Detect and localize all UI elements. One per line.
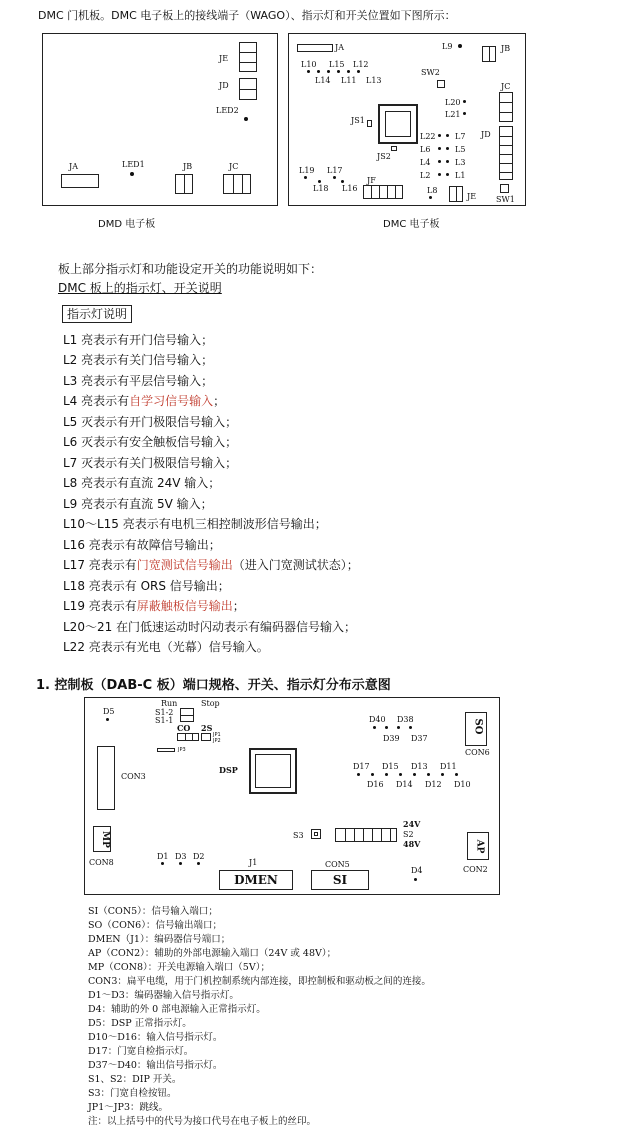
led-line-4: L4 亮表示有自学习信号输入； (63, 394, 226, 408)
dmd-jb-connector (175, 174, 193, 194)
dmd-ja-label: JA (69, 162, 78, 171)
dab-d2 (197, 862, 200, 865)
dab-s1-2-label: S1-2 (155, 708, 174, 717)
dmc-ja-connector (297, 44, 333, 52)
dmc-js2-jumper (391, 146, 397, 151)
dmd-led2 (244, 117, 248, 121)
dab-led-out-1 (373, 726, 376, 729)
dmc-l5-label: L5 (455, 145, 466, 154)
led-line-7: L7 灭表示有关门极限信号输入； (63, 456, 238, 470)
dmd-led2-label: LED2 (216, 106, 239, 115)
dmd-caption: DMD 电子板 (98, 219, 156, 230)
dmc-l16 (341, 180, 344, 183)
dmc-l7 (446, 134, 449, 137)
note-line: D1～D3：编码器输入信号指示灯。 (88, 990, 239, 1001)
dmd-led1-label: LED1 (122, 160, 145, 169)
dab-d16-label: D16 (367, 780, 384, 789)
dab-dip-switch (177, 733, 199, 741)
dab-stop-label: Stop (201, 699, 220, 708)
dab-led-in-2 (371, 773, 374, 776)
led-line-2: L2 亮表示有关门信号输入； (63, 353, 214, 367)
dab-con8-connector (93, 826, 111, 852)
dab-s1-1-label: S1-1 (155, 716, 174, 725)
dab-d1 (161, 862, 164, 865)
dmd-je-connector (239, 42, 257, 72)
dab-j1-connector: DMEN (219, 870, 293, 890)
dab-con6-label: CON6 (465, 748, 490, 757)
dab-led-in-8 (455, 773, 458, 776)
dab-d14-label: D14 (396, 780, 413, 789)
dmc-led-row-top-4 (337, 70, 340, 73)
note-line: D5：DSP 正常指示灯。 (88, 1018, 192, 1029)
dmc-l19-label: L19 (299, 166, 315, 175)
dab-jp1-label: JP1 (213, 732, 221, 738)
dab-dsp-label: DSP (219, 765, 238, 775)
dab-led-in-6 (427, 773, 430, 776)
note-line: S1、S2：DIP 开关。 (88, 1074, 182, 1085)
dab-mp-label: MP (99, 831, 110, 848)
dmc-l9 (458, 44, 462, 48)
dmd-jc-label: JC (229, 162, 239, 171)
dmd-jd-connector (239, 78, 257, 100)
dab-con5-label: CON5 (325, 860, 350, 869)
note-line: MP（CON8）：开关电源输入端口（5V）； (88, 962, 270, 973)
dab-led-in-1 (357, 773, 360, 776)
section-title: 1. 控制板（DAB-C 板）端口规格、开关、指示灯分布示意图 (36, 678, 391, 693)
dab-d39-label: D39 (383, 734, 400, 743)
dab-jumpers (201, 733, 211, 741)
dmc-l6-label: L6 (420, 145, 431, 154)
dmc-caption: DMC 电子板 (383, 219, 440, 230)
dab-con3-label: CON3 (121, 772, 146, 781)
dmc-led-row-top-1 (307, 70, 310, 73)
dmc-l11-label: L11 (341, 76, 357, 85)
dab-d12-label: D12 (425, 780, 442, 789)
dmc-jd-label: JD (481, 130, 491, 139)
dab-led-in-5 (413, 773, 416, 776)
led-line-5: L5 灭表示有开门极限信号输入； (63, 415, 238, 429)
dmc-jd-connector (499, 126, 513, 180)
note-line: AP（CON2）：辅助的外部电源输入端口（24V 或 48V）； (88, 948, 337, 959)
dmc-l18 (318, 180, 321, 183)
dab-24v-label: 24V (403, 819, 421, 829)
dab-s3-label: S3 (293, 831, 304, 840)
note-line: D4：辅助的外 0 部电源输入正常指示灯。 (88, 1004, 266, 1015)
dmc-l1-label: L1 (455, 171, 466, 180)
dab-jp3-label: JP3 (178, 747, 186, 753)
dab-jp2-label: JP2 (213, 738, 221, 744)
dab-led-out-2 (385, 726, 388, 729)
dmc-l22 (438, 134, 441, 137)
dmc-l13-label: L13 (366, 76, 382, 85)
note-line: SO（CON6）：信号输出端口； (88, 920, 222, 931)
dmc-jb-label: JB (501, 44, 511, 53)
dab-con2-connector (467, 832, 489, 860)
dmc-led-row-top-6 (357, 70, 360, 73)
dmc-l18-label: L18 (313, 184, 329, 193)
dmc-l9-label: L9 (442, 42, 453, 51)
note-line: CON3：扁平电缆，用于门机控制系统内部连接，即控制板和驱动板之间的连接。 (88, 976, 431, 987)
dab-d2-label: D2 (193, 852, 205, 861)
dmc-js2-label: JS2 (377, 152, 391, 161)
dmc-l8-label: L8 (427, 186, 438, 195)
dab-led-in-3 (385, 773, 388, 776)
dmc-l3 (446, 160, 449, 163)
dmc-jc-label: JC (501, 82, 511, 91)
led-line-16: L22 亮表示有光电（光幕）信号输入。 (63, 640, 269, 654)
dab-2s-label: 2S (201, 723, 213, 733)
dmc-l7-label: L7 (455, 132, 466, 141)
note-line: D10～D16：输入信号指示灯。 (88, 1032, 223, 1043)
led-line-14: L19 亮表示有屏蔽触板信号输出； (63, 599, 245, 613)
dmc-board-diagram (288, 33, 526, 206)
dab-d4-label: D4 (411, 866, 423, 875)
dab-d17-label: D17 (353, 762, 370, 771)
led-line-12: L17 亮表示有门宽测试信号输出（进入门宽测试状态）； (63, 558, 359, 572)
dab-run-label: Run (161, 699, 178, 708)
dab-con2-label: CON2 (463, 865, 488, 874)
dab-dsp-chip (249, 748, 297, 794)
dmd-ja-connector (61, 174, 99, 188)
dab-j1-label: J1 (249, 858, 258, 867)
dmd-jb-label: JB (183, 162, 193, 171)
dab-d15-label: D15 (382, 762, 399, 771)
dab-s2-label: S2 (403, 830, 414, 839)
dab-ap-label: AP (474, 839, 485, 854)
dmc-sw1-label: SW1 (496, 195, 515, 204)
dab-s3-button (311, 829, 321, 839)
dab-48v-label: 48V (403, 839, 421, 849)
dmd-jd-label: JD (219, 81, 229, 90)
note-line: S3：门宽自检按钮。 (88, 1088, 177, 1099)
dab-so-label: SO (472, 718, 484, 735)
dmd-led1 (130, 172, 134, 176)
dmc-l10-label: L10 (301, 60, 317, 69)
dmc-l12-label: L12 (353, 60, 369, 69)
dab-led-out-4 (409, 726, 412, 729)
dmc-sw2-switch (437, 80, 445, 88)
dmc-l14-label: L14 (315, 76, 331, 85)
dmc-led-row-top-2 (317, 70, 320, 73)
led-section-title: 指示灯说明 (62, 305, 132, 323)
dmc-jf-connector (363, 185, 403, 199)
led-line-9: L9 亮表示有直流 5V 输入； (63, 497, 213, 511)
dmc-ja-label: JA (335, 43, 344, 52)
dmc-l15-label: L15 (329, 60, 345, 69)
dab-led-out-3 (397, 726, 400, 729)
desc-intro: 板上部分指示灯和功能设定开关的功能说明如下： (58, 262, 323, 276)
dmc-l19 (304, 176, 307, 179)
dmd-je-label: JE (219, 54, 229, 63)
dab-d5 (106, 718, 109, 721)
dmc-l4 (438, 160, 441, 163)
dmc-l22-label: L22 (420, 132, 436, 141)
led-line-11: L16 亮表示有故障信号输出； (63, 538, 221, 552)
dmc-l20 (463, 100, 466, 103)
note-line: JP1～JP3：跳线。 (88, 1102, 168, 1113)
dmc-jc-connector (499, 92, 513, 122)
intro-text: DMC 门机板。DMC 电子板上的接线端子（WAGO）、指示灯和开关位置如下图所示： (38, 9, 456, 22)
dmc-jf-label: JF (367, 176, 376, 185)
dmc-jb-connector (482, 46, 496, 62)
dmc-sw2-label: SW2 (421, 68, 440, 77)
led-line-13: L18 亮表示有 ORS 信号输出； (63, 579, 230, 593)
led-line-6: L6 灭表示有安全触板信号输入； (63, 435, 238, 449)
dab-con3-connector (97, 746, 115, 810)
led-line-15: L20～21 在门低速运动时闪动表示有编码器信号输入； (63, 620, 357, 634)
dmc-l21-label: L21 (445, 110, 461, 119)
note-line: D37～D40：输出信号指示灯。 (88, 1060, 223, 1071)
led-line-8: L8 亮表示有直流 24V 输入； (63, 476, 221, 490)
dab-d3 (179, 862, 182, 865)
dmc-l17-label: L17 (327, 166, 343, 175)
led-line-10: L10～L15 亮表示有电机三相控制波形信号输出； (63, 517, 327, 531)
dab-d13-label: D13 (411, 762, 428, 771)
dmc-l1 (446, 173, 449, 176)
dmc-l16-label: L16 (342, 184, 358, 193)
note-line: DMEN（J1）：编码器信号端口； (88, 934, 231, 945)
dab-con6-connector (465, 712, 487, 746)
dmd-board-diagram (42, 33, 278, 206)
led-line-3: L3 亮表示有平层信号输入； (63, 374, 214, 388)
dmc-l5 (446, 147, 449, 150)
dab-led-in-4 (399, 773, 402, 776)
dab-d1-label: D1 (157, 852, 169, 861)
desc-subtitle: DMC 板上的指示灯、开关说明 (58, 281, 222, 295)
dmc-l20-label: L20 (445, 98, 461, 107)
dab-jp3-jumper (157, 748, 175, 752)
dab-con8-label: CON8 (89, 858, 114, 867)
dmc-sw1-switch (500, 184, 509, 193)
dab-d37-label: D37 (411, 734, 428, 743)
dab-d3-label: D3 (175, 852, 187, 861)
dab-run-stop-switch (180, 708, 194, 722)
dmc-l4-label: L4 (420, 158, 431, 167)
dab-d5-label: D5 (103, 707, 115, 716)
note-line: SI（CON5）：信号输入端口； (88, 906, 218, 917)
dmc-l21 (463, 112, 466, 115)
dmc-js1-label: JS1 (351, 116, 365, 125)
dmc-l3-label: L3 (455, 158, 466, 167)
dmc-chip (378, 104, 418, 144)
dmc-l6 (438, 147, 441, 150)
dab-d38-label: D38 (397, 715, 414, 724)
dab-board-diagram (84, 697, 500, 895)
led-line-1: L1 亮表示有开门信号输入； (63, 333, 214, 347)
dmd-jc-connector (223, 174, 251, 194)
dab-d11-label: D11 (440, 762, 457, 771)
dmc-led-row-top-5 (347, 70, 350, 73)
dab-d10-label: D10 (454, 780, 471, 789)
note-line: 注：以上括号中的代号为接口代号在电子板上的丝印。 (88, 1116, 317, 1127)
dab-d4 (414, 878, 417, 881)
dab-s2-dip-switch (335, 828, 397, 842)
dmc-js1-jumper (367, 120, 372, 127)
dab-d40-label: D40 (369, 715, 386, 724)
dab-led-in-7 (441, 773, 444, 776)
dmc-l2-label: L2 (420, 171, 431, 180)
dmc-l17 (333, 176, 336, 179)
dmc-led-row-top-3 (327, 70, 330, 73)
note-line: D17：门宽自检指示灯。 (88, 1046, 194, 1057)
dmc-l2 (438, 173, 441, 176)
dmc-l8 (429, 196, 432, 199)
dab-co-label: CO (177, 723, 191, 733)
dab-con5-connector: SI (311, 870, 369, 890)
dmc-je-connector (449, 186, 463, 202)
dmc-je-label: JE (467, 192, 477, 201)
